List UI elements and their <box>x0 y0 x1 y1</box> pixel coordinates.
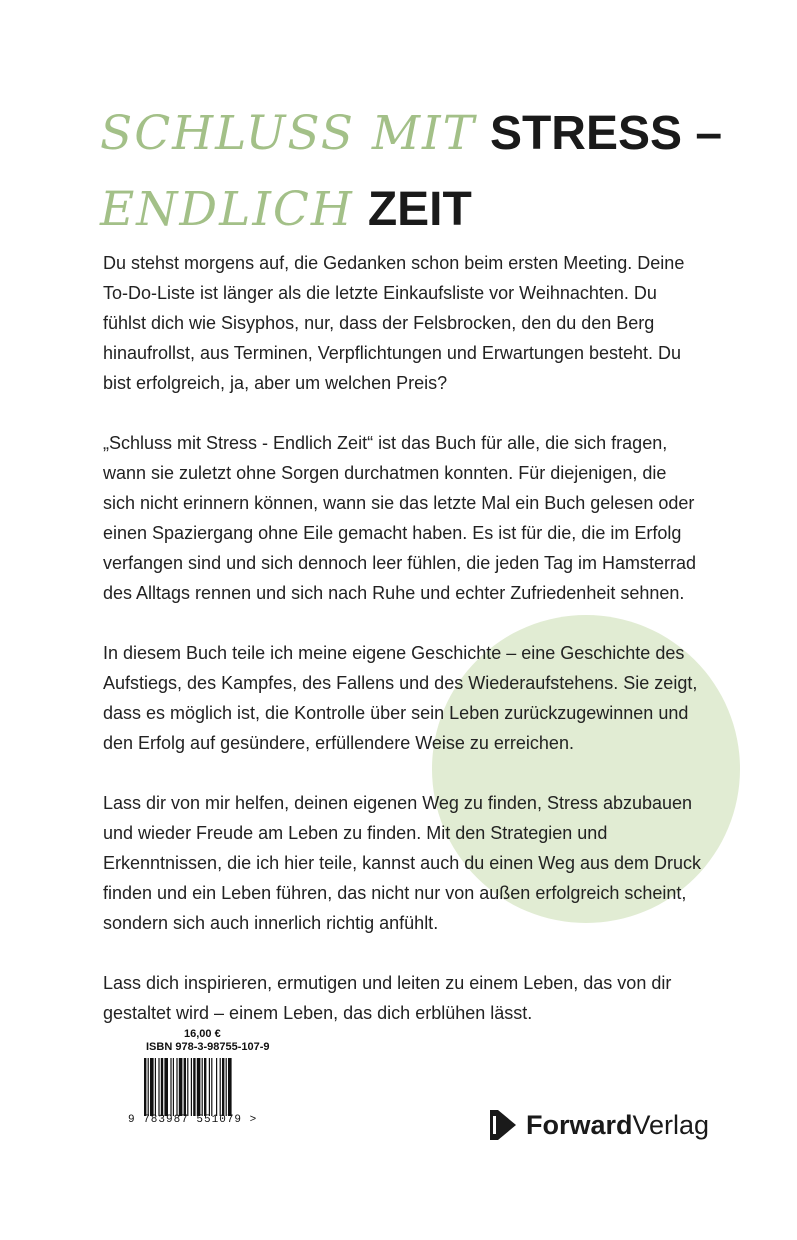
title-line-2 <box>100 182 722 258</box>
blurb-paragraph-1: Du stehst morgens auf, die Gedanken schon beim ersten Meeting. Deine To-Do-Liste ist länger als die letzte Einkaufsliste vor Weihnachten. Du fühlst dich wie Sisyphos, nur, dass der Felsbrocken, den du den Berg hinaufrollst, aus Terminen, Verpflichtungen und Erwartungen besteht. Du bist erfolgreich, ja, aber um welchen Preis? <box>103 253 685 393</box>
title-line-1 <box>100 106 722 182</box>
blurb-paragraph-5: Lass dich inspirieren, ermutigen und leiten zu einem Leben, das von dir gestaltet wird – einem Leben, das dich erblühen lässt. <box>103 973 672 1023</box>
publisher-name-bold: Forward <box>526 1109 633 1140</box>
book-title <box>100 106 722 258</box>
blurb-paragraph-4: Lass dir von mir helfen, deinen eigenen Weg zu finden, Stress abzubauen und wieder Freude am Leben zu finden. Mit den Strategien und Erkenntnissen, die ich hier teile, kannst auch du einen Weg aus dem Druck finden und ein Leben führen, das nicht nur von außen erfolgreich scheint, sondern sich auch innerlich richtig anfühlt. <box>103 793 701 933</box>
publisher-play-icon <box>488 1108 518 1142</box>
publisher-name-regular: Verlag <box>632 1109 710 1140</box>
barcode-digits: 9 783987 551079 > <box>128 1114 258 1126</box>
title-script-1: SCHLUSS MIT <box>100 106 476 161</box>
blurb-paragraph-3: In diesem Buch teile ich meine eigene Geschichte – eine Geschichte des Aufstiegs, des Kampfes, des Fallens und des Wiederaufstehens. Sie zeigt, dass es möglich ist, die Kontrolle über sein Leben zurückzugewinnen und den Erfolg auf gesündere, erfüllendere Weise zu erreichen. <box>103 643 698 753</box>
price-label: 16,00 € <box>184 1028 221 1040</box>
title-script-2: ENDLICH <box>100 182 354 237</box>
isbn-label: ISBN 978-3-98755-107-9 <box>146 1041 270 1053</box>
barcode-block <box>128 1028 278 1126</box>
blurb <box>103 248 703 1058</box>
blurb-paragraph-2: „Schluss mit Stress - Endlich Zeit“ ist das Buch für alle, die sich fragen, wann sie zuletzt ohne Sorgen durchatmen konnten. Für diejenigen, die sich nicht erinnern können, wann sie das letzte Mal ein Buch gelesen oder einen Spaziergang ohne Eile gemacht haben. Es ist für die, die im Erfolg verfangen sind und sich dennoch leer fühlen, die jeden Tag im Hamsterrad des Alltags rennen und sich nach Ruhe und echter Zufriedenheit sehnen. <box>103 433 697 603</box>
publisher-logo <box>488 1108 709 1142</box>
title-bold-2: ZEIT <box>367 183 472 236</box>
title-bold-1: STRESS – <box>489 107 723 160</box>
barcode-image <box>144 1058 268 1116</box>
